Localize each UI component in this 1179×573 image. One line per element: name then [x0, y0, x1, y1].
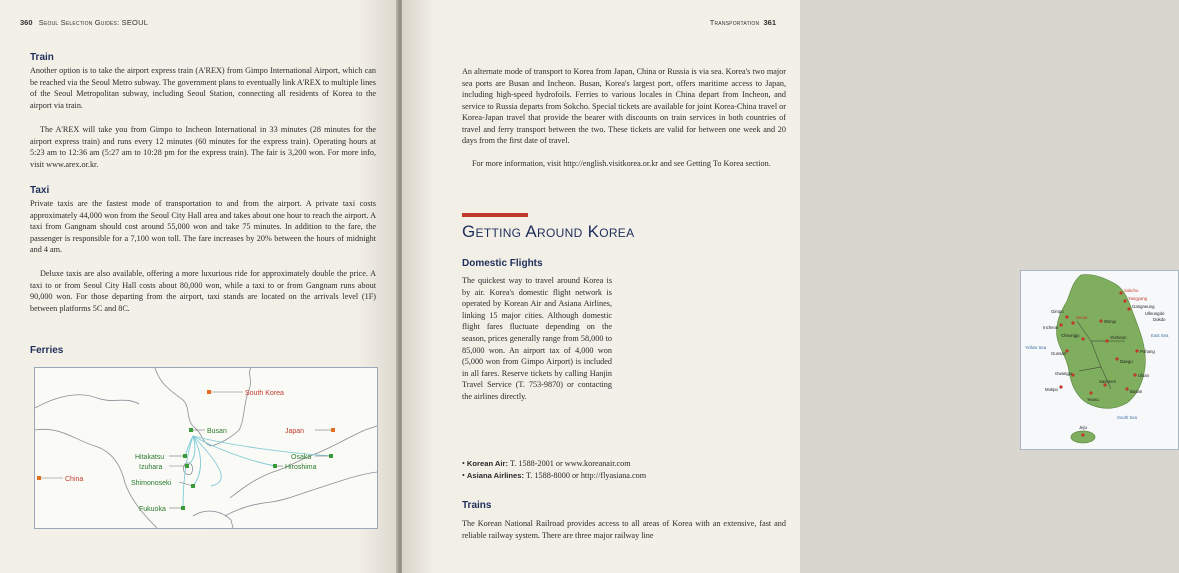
leader-shimonoseki: [179, 482, 193, 486]
map-label-gunsan: Gunsan: [1051, 351, 1067, 356]
domestic-flights-paragraph: The quickest way to travel around Korea is by air. Korea's domestic flight network is operated by Korean Air and Asiana Airlines, linking 15 major cities. Although domestic flight fares fluctuate depending on the season, prices generally range from 58,000 to 85,000 won. An airport tax of 4,000 won (5,000 won from Gimpo Airport) is included in all fares. Reserve tickets by calling Hanjin Travel Service (T. 753-9870) or contacting the airlines directly.: [462, 276, 612, 401]
map-label-incheon: Incheon: [1043, 325, 1059, 330]
label-osaka: Osaka: [291, 454, 312, 461]
city-ulsan: [1133, 373, 1136, 376]
train-heading: Train: [30, 52, 54, 63]
domestic-flights-map: [1020, 270, 1179, 450]
taxi-heading: Taxi: [30, 185, 50, 196]
china-coast: [35, 429, 157, 528]
airline-contact-item: • Korean Air: T. 1588-2001 or www.koreanair.com: [462, 459, 631, 468]
right-page-number: 361: [763, 18, 776, 27]
label-busan: Busan: [207, 428, 227, 435]
ferry-map-coastlines: [35, 368, 377, 528]
map-label-gimpo: Gimpo: [1051, 309, 1064, 314]
map-label-gwangju: Gwangju: [1055, 371, 1072, 376]
city-daegu: [1115, 357, 1118, 360]
airline-contact: T. 1588-2001 or www.koreanair.com: [509, 459, 631, 468]
map-label-yeosu: Yeosu: [1087, 397, 1099, 402]
map-label-south-sea: South Sea: [1117, 415, 1138, 420]
airline-contact: T. 1588-8000 or http://flyasiana.com: [525, 471, 647, 480]
map-label-seoul: Seoul: [1076, 315, 1087, 320]
label-izuhara: Izuhara: [139, 464, 163, 471]
city-cheongju: [1081, 337, 1084, 340]
marker-south-korea: [207, 390, 211, 394]
map-label-daegu: Daegu: [1120, 359, 1133, 364]
section-title: Getting Around Korea: [462, 222, 635, 241]
marker-china: [37, 476, 41, 480]
marker-japan: [331, 428, 335, 432]
korea-map-graphic: [1021, 271, 1178, 449]
left-running-head: [20, 18, 148, 27]
taxi-paragraph-1: Private taxis are the fastest mode of transportation to and from the airport. A private taxi costs approximately 44,000 won from the Seoul City Hall area and takes about one hour to reach the airport. A taxi from Gangnam should cost around 55,000 won and take 75 minutes. In addition to the fare, the passenger is responsible for a 7,100 won toll. The fare increases by 20% between the hours of midnight and 4 am.: [30, 199, 376, 254]
more-info-paragraph: For more information, visit http://english.visitkorea.or.kr and see Getting To Korea section.: [472, 159, 771, 168]
train-paragraph-1: Another option is to take the airport express train (A'REX) from Gimpo International Airport, which can be reached via the Seoul Metro subway. The government plans to eventually link A'REX to multiple lines of the Seoul Metropolitan subway, including Seoul Station, connecting all residents of Korea to the airport via train.: [30, 66, 376, 110]
kyushu-coast: [193, 511, 233, 528]
airline-contact-item: • Asiana Airlines: T. 1588-8000 or http://flyasiana.com: [462, 471, 647, 480]
map-label-yellow-sea: Yellow Sea: [1025, 345, 1047, 350]
korea-coast: [155, 368, 251, 446]
route-busan-hiroshima: [193, 436, 275, 466]
ferry-map-markers: [37, 390, 335, 510]
label-hiroshima: Hiroshima: [285, 464, 317, 471]
left-running-head-text: Seoul Selection Guides: SEOUL: [38, 18, 149, 27]
city-seoul: [1071, 321, 1074, 324]
label-china: China: [65, 476, 84, 483]
airline-contacts-list: [462, 458, 646, 482]
china-north-coast: [35, 395, 139, 408]
city-gimpo: [1065, 315, 1068, 318]
label-japan: Japan: [285, 428, 305, 435]
map-label-gangneung: Gangneung: [1132, 304, 1155, 309]
map-label-yecheon: Yecheon: [1110, 335, 1127, 340]
airline-name: Asiana Airlines:: [466, 471, 525, 480]
city-yangyang: [1123, 299, 1126, 302]
city-incheon: [1059, 323, 1062, 326]
section-title-accent-bar: [462, 213, 528, 217]
label-south-korea: South Korea: [245, 390, 284, 397]
marker-hiroshima: [273, 464, 277, 468]
marker-izuhara: [185, 464, 189, 468]
ferry-map-leaders: [41, 392, 331, 508]
city-mokpo: [1059, 385, 1062, 388]
label-hitakatsu: Hitakatsu: [135, 454, 165, 461]
ferry-route-map: [34, 367, 378, 529]
marker-shimonoseki: [191, 484, 195, 488]
marker-hitakatsu: [183, 454, 187, 458]
map-label-cheongju: Cheongju: [1061, 333, 1080, 338]
taxi-paragraph-2: Deluxe taxis are also available, offering a more luxurious ride for approximately double the price. A taxi to or from Seoul City Hall costs about 80,000 won, while a taxi to or from Gangnam runs about 90,000 won. For those departing from the airport, taxi stands are located on the arrivals level (1F) between platforms 5C and 8C.: [30, 269, 376, 313]
route-busan-hitakatsu: [185, 436, 193, 456]
map-label-busan: Busan: [1130, 389, 1143, 394]
trains-paragraph: The Korean National Railroad provides access to all areas of Korea with an extensive, fast and reliable railway system. There are three major railway line: [462, 519, 786, 540]
train-paragraph-2: The A'REX will take you from Gimpo to Incheon International in 33 minutes (28 minutes for the airport express train) and runs every 12 minutes (60 minutes for the express train). Operating hours at 5:23 am to 12:36 am (5:27 am to 10:28 pm for the express train). The fair is 3,200 won. For more info, visit www.arex.or.kr.: [30, 125, 376, 169]
right-page: [402, 0, 1169, 573]
airline-name: Korean Air:: [466, 459, 508, 468]
map-label-sokcho: Sokcho: [1124, 288, 1139, 293]
map-label-pohang: Pohang: [1140, 349, 1155, 354]
map-label-ulsan: Ulsan: [1138, 373, 1149, 378]
right-running-head-text: Transportation: [709, 18, 760, 27]
ferries-heading: Ferries: [30, 345, 64, 356]
map-label-mokpo: Mokpo: [1045, 387, 1058, 392]
japan-coast-south: [225, 472, 377, 516]
left-page-number: 360: [20, 18, 33, 27]
jeju-island: [1071, 431, 1095, 443]
label-fukuoka: Fukuoka: [139, 506, 166, 513]
marker-osaka: [329, 454, 333, 458]
city-yecheon: [1105, 339, 1108, 342]
trains-heading: Trains: [462, 500, 492, 511]
domestic-flights-heading: Domestic Flights: [462, 258, 543, 269]
japan-coast-north: [230, 426, 377, 498]
city-wonju: [1099, 319, 1102, 322]
map-label-sacheon: Sacheon: [1099, 379, 1116, 384]
map-label-jeju: Jeju: [1079, 425, 1087, 430]
city-sokcho: [1119, 291, 1122, 294]
city-busan: [1125, 387, 1128, 390]
label-shimonoseki: Shimonoseki: [131, 480, 172, 487]
map-label-east-sea: East Sea: [1151, 333, 1169, 338]
right-running-head: [710, 18, 776, 27]
marker-busan: [189, 428, 193, 432]
map-label-yangyang: Yangyang: [1128, 296, 1148, 301]
ferry-map-graphic: [35, 368, 377, 528]
city-pohang: [1135, 349, 1138, 352]
sea-transport-paragraph: An alternate mode of transport to Korea from Japan, China or Russia is via sea. Korea's two major sea ports are Busan and Incheon. Busan, Korea's largest port, offers maritime access to Japan, including high-speed hydrofoils. Ferries to various locales in China depart from Incheon, and service to Russia departs from Sokcho. Special tickets are available for joint Korea-China travel or Korea-Japan travel that provide the bearer with discounts on train services in both countries of travel and ferry transport between the two. These tickets are valid for between one week and 20 days from the first date of travel.: [462, 67, 786, 145]
marker-fukuoka: [181, 506, 185, 510]
city-gangneung: [1127, 307, 1130, 310]
city-yeosu: [1089, 391, 1092, 394]
left-page: [0, 0, 398, 573]
map-label-ulleungdo: Ulleungdo: [1145, 311, 1165, 316]
city-jeju: [1081, 433, 1084, 436]
map-label-dokdo: Dokdo: [1153, 317, 1166, 322]
map-label-wonju: Wonju: [1104, 319, 1117, 324]
ferry-routes: [183, 436, 331, 508]
